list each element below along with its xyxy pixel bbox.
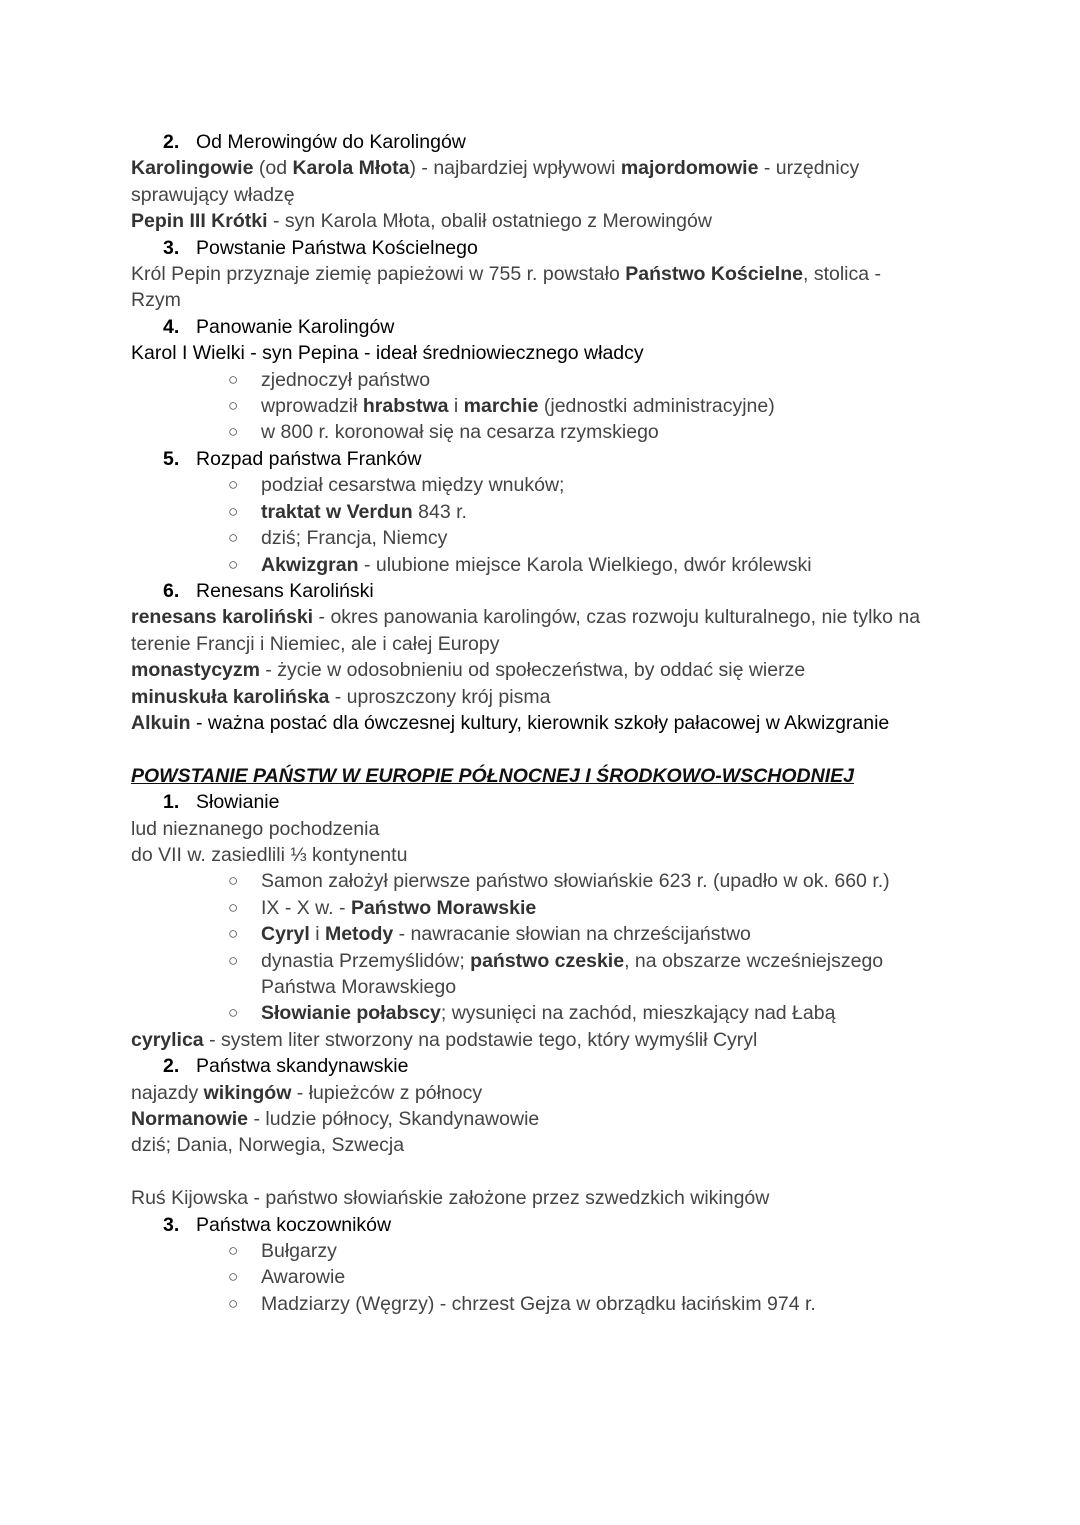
- list-item: ○ dziś; Francja, Niemcy: [0, 525, 1080, 551]
- paragraph-line: Pepin III Krótki - syn Karola Młota, obalił ostatniego z Merowingów: [131, 210, 712, 233]
- paragraph-line: do VII w. zasiedlili ⅓ kontynentu: [131, 843, 408, 866]
- paragraph-line: dziś; Dania, Norwegia, Szwecja: [131, 1134, 405, 1157]
- bullet-icon: ○: [228, 369, 239, 389]
- spacer: [0, 736, 1080, 762]
- bullet-icon: ○: [228, 871, 239, 891]
- bullet-icon: ○: [228, 528, 239, 548]
- spacer: [0, 1159, 1080, 1185]
- paragraph-line: sprawujący władzę: [131, 183, 295, 206]
- bullet-icon: ○: [228, 1003, 239, 1023]
- paragraph-line: minuskuła karolińska - uproszczony krój pisma: [131, 685, 551, 708]
- list-item: ○ Słowianie połabscy; wysunięci na zachód, mieszkający nad Łabą: [0, 1000, 1080, 1026]
- bullet-icon: ○: [228, 475, 239, 495]
- bullet-icon: ○: [228, 1267, 239, 1287]
- list-item: ○ Samon założył pierwsze państwo słowiańskie 623 r. (upadło w ok. 660 r.): [0, 868, 1080, 894]
- bullet-icon: ○: [228, 924, 239, 944]
- heading-skandynawia: 2. Państwa skandynawskie: [163, 1055, 409, 1078]
- list-item: ○ Awarowie: [0, 1264, 1080, 1290]
- list-item: ○ Akwizgran - ulubione miejsce Karola Wielkiego, dwór królewski: [0, 552, 1080, 578]
- list-item: ○ Bułgarzy: [0, 1238, 1080, 1264]
- bullet-icon: ○: [228, 501, 239, 521]
- paragraph-line: Normanowie - ludzie północy, Skandynawowie: [131, 1108, 540, 1131]
- paragraph-line: Król Pepin przyznaje ziemię papieżowi w 755 r. powstało Państwo Kościelne, stolica -: [131, 263, 882, 286]
- bullet-icon: ○: [228, 1293, 239, 1313]
- paragraph-line: Rzym: [131, 289, 181, 312]
- paragraph-line: renesans karoliński - okres panowania karolingów, czas rozwoju kulturalnego, nie tylko na: [131, 606, 921, 629]
- list-item-continuation: Państwa Morawskiego: [261, 975, 457, 998]
- list-item: ○ Madziarzy (Węgrzy) - chrzest Gejza w obrządku łacińskim 974 r.: [0, 1291, 1080, 1317]
- heading-koczownicy: 3. Państwa koczowników: [163, 1213, 392, 1236]
- bullet-icon: ○: [228, 950, 239, 970]
- bullet-icon: ○: [228, 1241, 239, 1261]
- list-item: ○ traktat w Verdun 843 r.: [0, 499, 1080, 525]
- heading-panstwo-koscielne: 3. Powstanie Państwa Kościelnego: [163, 236, 478, 259]
- paragraph-line: lud nieznanego pochodzenia: [131, 817, 380, 840]
- paragraph-line: Karol I Wielki - syn Pepina - ideał średniowiecznego władcy: [131, 342, 644, 365]
- heading-panowanie-karolingow: 4. Panowanie Karolingów: [163, 315, 395, 338]
- bullet-icon: ○: [228, 396, 239, 416]
- list-item: ○ dynastia Przemyślidów; państwo czeskie, na obszarze wcześniejszego: [0, 948, 1080, 974]
- heading-merowingowie: 2. Od Merowingów do Karolingów: [163, 131, 466, 153]
- paragraph-line: terenie Francji i Niemiec, ale i całej Europy: [131, 632, 500, 655]
- paragraph-line: cyrylica - system liter stworzony na podstawie tego, który wymyślił Cyryl: [131, 1028, 758, 1051]
- paragraph-line: najazdy wikingów - łupieżców z północy: [131, 1081, 483, 1104]
- list-item: ○ Cyryl i Metody - nawracanie słowian na chrześcijaństwo: [0, 921, 1080, 947]
- document-page: [0, 129, 1080, 1317]
- list-item: ○ wprowadził hrabstwa i marchie (jednostki administracyjne): [0, 393, 1080, 419]
- paragraph-line: Karolingowie (od Karola Młota) - najbardziej wpływowi majordomowie - urzędnicy: [131, 157, 860, 180]
- heading-renesans: 6. Renesans Karoliński: [163, 579, 374, 602]
- list-item: ○ zjednoczył państwo: [0, 367, 1080, 393]
- paragraph-line: Alkuin - ważna postać dla ówczesnej kultury, kierownik szkoły pałacowej w Akwizgranie: [131, 711, 890, 734]
- list-item: ○ podział cesarstwa między wnuków;: [0, 472, 1080, 498]
- section-title: POWSTANIE PAŃSTW W EUROPIE PÓŁNOCNEJ I ŚRODKOWO-WSCHODNIEJ: [131, 764, 854, 787]
- list-item: ○ IX - X w. - Państwo Morawskie: [0, 895, 1080, 921]
- heading-rozpad-frankow: 5. Rozpad państwa Franków: [163, 447, 422, 470]
- bullet-icon: ○: [228, 554, 239, 574]
- bullet-icon: ○: [228, 897, 239, 917]
- bullet-icon: ○: [228, 422, 239, 442]
- heading-slowianie: 1. Słowianie: [163, 791, 280, 814]
- list-item: ○ w 800 r. koronował się na cesarza rzymskiego: [0, 419, 1080, 445]
- paragraph-line: monastycyzm - życie w odosobnieniu od społeczeństwa, by oddać się wierze: [131, 659, 806, 682]
- paragraph-line: Ruś Kijowska - państwo słowiańskie założone przez szwedzkich wikingów: [131, 1187, 770, 1210]
